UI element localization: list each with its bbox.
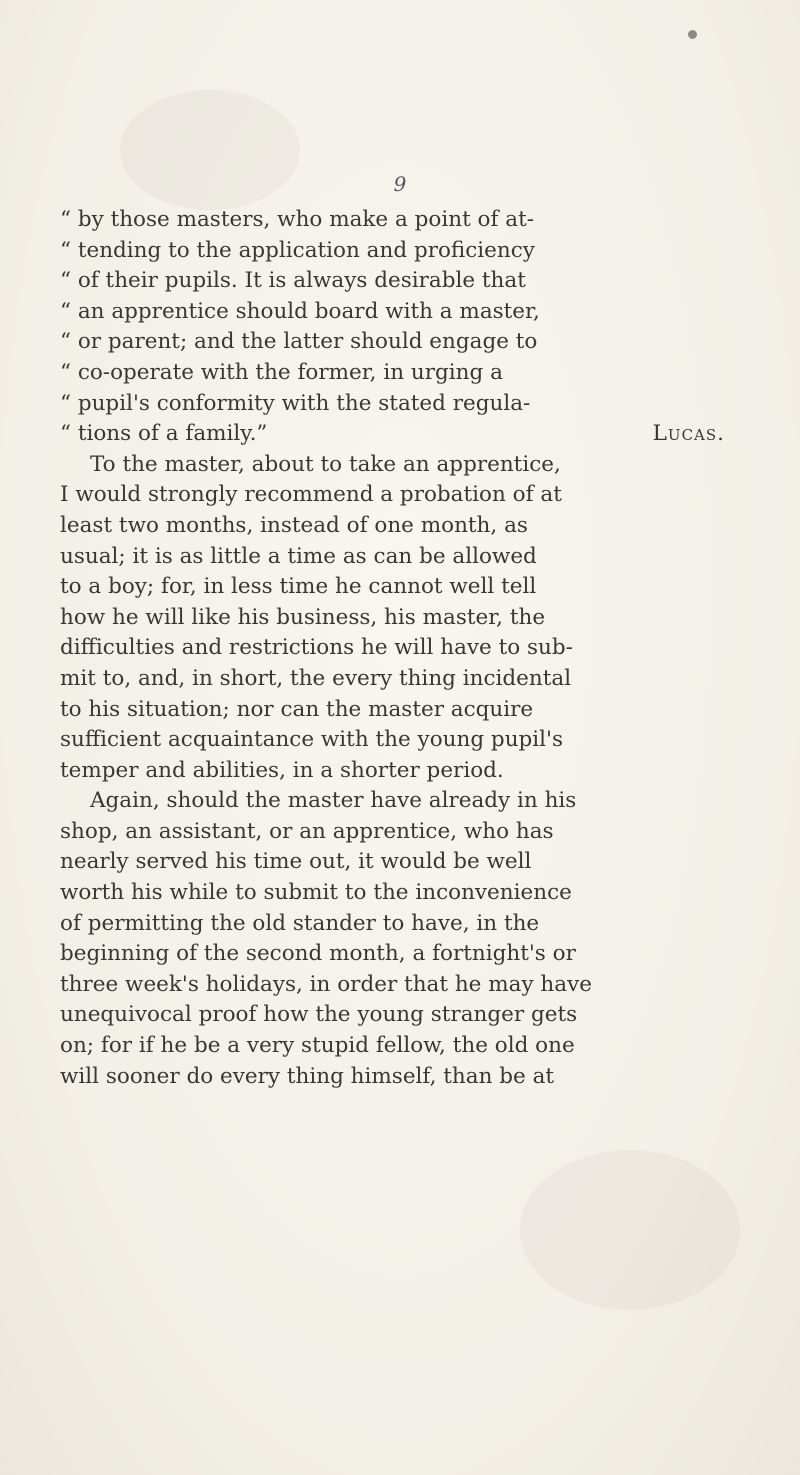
text-line: “ of their pupils. It is always desirable that bbox=[60, 268, 526, 294]
text-line: Again, should the master have already in his bbox=[90, 788, 577, 814]
paper-stain bbox=[120, 90, 300, 210]
text-line: To the master, about to take an apprentice, bbox=[90, 451, 561, 477]
text-line: “ tending to the application and proficiency bbox=[60, 237, 535, 263]
quote-attribution: Lucas. bbox=[652, 421, 725, 447]
text-line: “ pupil's conformity with the stated regula- bbox=[60, 390, 531, 416]
text-line: worth his while to submit to the inconvenience bbox=[60, 880, 572, 906]
text-line: to a boy; for, in less time he cannot well tell bbox=[60, 574, 537, 600]
ink-spot bbox=[688, 30, 697, 39]
text-line: to his situation; nor can the master acquire bbox=[60, 696, 534, 722]
text-line: mit to, and, in short, the every thing incidental bbox=[60, 665, 572, 691]
text-line: “ tions of a family.” Lucas. bbox=[60, 419, 735, 450]
text-line: unequivocal proof how the young stranger gets bbox=[60, 1002, 578, 1028]
paper-stain bbox=[520, 1150, 740, 1310]
text-line: three week's holidays, in order that he may have bbox=[60, 971, 592, 997]
text-line: beginning of the second month, a fortnight's or bbox=[60, 941, 576, 967]
body-text bbox=[60, 205, 735, 1092]
text-line: “ or parent; and the latter should engage to bbox=[60, 329, 538, 355]
text-line: sufficient acquaintance with the young pupil's bbox=[60, 727, 564, 753]
text-line: will sooner do every thing himself, than be at bbox=[60, 1063, 555, 1089]
text-line: difficulties and restrictions he will have to sub- bbox=[60, 635, 573, 661]
page-number: 9 bbox=[393, 172, 407, 196]
text-line: I would strongly recommend a probation of at bbox=[60, 482, 562, 508]
text-line: “ by those masters, who make a point of at- bbox=[60, 207, 535, 232]
text-line: “ co-operate with the former, in urging a bbox=[60, 359, 503, 385]
text-line: “ an apprentice should board with a master, bbox=[60, 298, 540, 324]
text-line: usual; it is as little a time as can be allowed bbox=[60, 543, 537, 569]
text-line: nearly served his time out, it would be well bbox=[60, 849, 532, 875]
text-line: on; for if he be a very stupid fellow, the old one bbox=[60, 1033, 575, 1059]
text-line: of permitting the old stander to have, in the bbox=[60, 910, 540, 936]
text-line: how he will like his business, his master, the bbox=[60, 604, 546, 630]
text-line: least two months, instead of one month, as bbox=[60, 512, 528, 538]
text-line: temper and abilities, in a shorter period. bbox=[60, 757, 504, 783]
text-line: shop, an assistant, or an apprentice, who has bbox=[60, 818, 554, 844]
